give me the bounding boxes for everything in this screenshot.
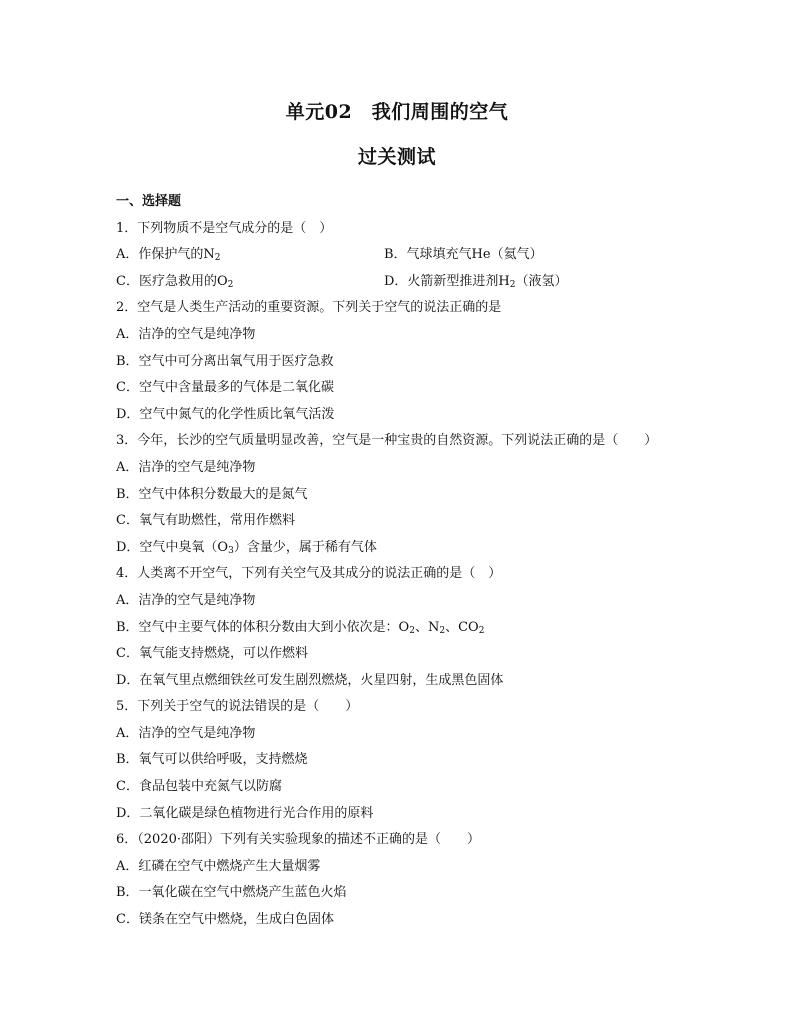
q5-option-b: B．氧气可以供给呼吸，支持燃烧 bbox=[116, 752, 308, 768]
q5-option-a: A．洁净的空气是纯净物 bbox=[116, 725, 256, 741]
q1-options-cd bbox=[116, 269, 716, 296]
q6-option-b: B．一氧化碳在空气中燃烧产生蓝色火焰 bbox=[116, 885, 347, 901]
q5-stem: 5．下列关于空气的说法错误的是（ ） bbox=[116, 699, 359, 715]
q1-option-a: A．作保护气的$N_2$ bbox=[116, 247, 221, 264]
q4-option-c: C．氧气能支持燃烧，可以作燃料 bbox=[116, 646, 308, 662]
q1-stem: 1．下列物质不是空气成分的是（ ） bbox=[116, 220, 333, 236]
q2-option-a: A．洁净的空气是纯净物 bbox=[116, 326, 256, 342]
q2-stem: 2．空气是人类生产活动的重要资源。下列关于空气的说法正确的是 bbox=[116, 300, 502, 316]
q6-option-c: C．镁条在空气中燃烧，生成白色固体 bbox=[116, 912, 334, 928]
question-list bbox=[116, 189, 716, 934]
q5-option-d: D．二氧化碳是绿色植物进行光合作用的原料 bbox=[116, 805, 374, 821]
q3-option-b: B．空气中体积分数最大的是氮气 bbox=[116, 486, 308, 502]
q4-stem: 4．人类离不开空气，下列有关空气及其成分的说法正确的是（ ） bbox=[116, 566, 502, 582]
q2-option-d: D．空气中氮气的化学性质比氧气活泼 bbox=[116, 406, 335, 422]
section-heading: 一、选择题 bbox=[116, 194, 182, 209]
q3-option-a: A．洁净的空气是纯净物 bbox=[116, 459, 256, 475]
q2-option-b: B．空气中可分离出氧气用于医疗急救 bbox=[116, 353, 334, 369]
document-title: 单元02 我们周围的空气 bbox=[285, 101, 509, 123]
q1-options-ab bbox=[116, 242, 716, 269]
q6-stem: 6．（2020·邵阳）下列有关实验现象的描述不正确的是（ ） bbox=[116, 832, 480, 848]
q6-option-a: A．红磷在空气中燃烧产生大量烟雾 bbox=[116, 858, 321, 874]
q5-option-c: C．食品包装中充氮气以防腐 bbox=[116, 779, 282, 795]
q4-option-a: A．洁净的空气是纯净物 bbox=[116, 592, 256, 608]
q4-option-d: D．在氧气里点燃细铁丝可发生剧烈燃烧，火星四射，生成黑色固体 bbox=[116, 672, 504, 688]
q4-option-b: B．空气中主要气体的体积分数由大到小依次是：$O_2$、$N_2$、$CO_2$ bbox=[116, 619, 485, 636]
q3-option-d: D．空气中臭氧$(O_3)$含量少，属于稀有气体 bbox=[116, 539, 377, 556]
q1-option-b: B．气球填充气He（氦气） bbox=[384, 247, 543, 263]
q1-option-d: D．火箭新型推进剂$H_2$（液氢） bbox=[384, 273, 568, 290]
document-subtitle: 过关测试 bbox=[357, 146, 436, 168]
q3-stem: 3．今年，长沙的空气质量明显改善，空气是一种宝贵的自然资源。下列说法正确的是（ ） bbox=[116, 433, 658, 449]
q1-option-c: C．医疗急救用的$O_2$ bbox=[116, 273, 234, 290]
q2-option-c: C．空气中含量最多的气体是二氧化碳 bbox=[116, 380, 334, 396]
q3-option-c: C．氧气有助燃性，常用作燃料 bbox=[116, 513, 295, 529]
